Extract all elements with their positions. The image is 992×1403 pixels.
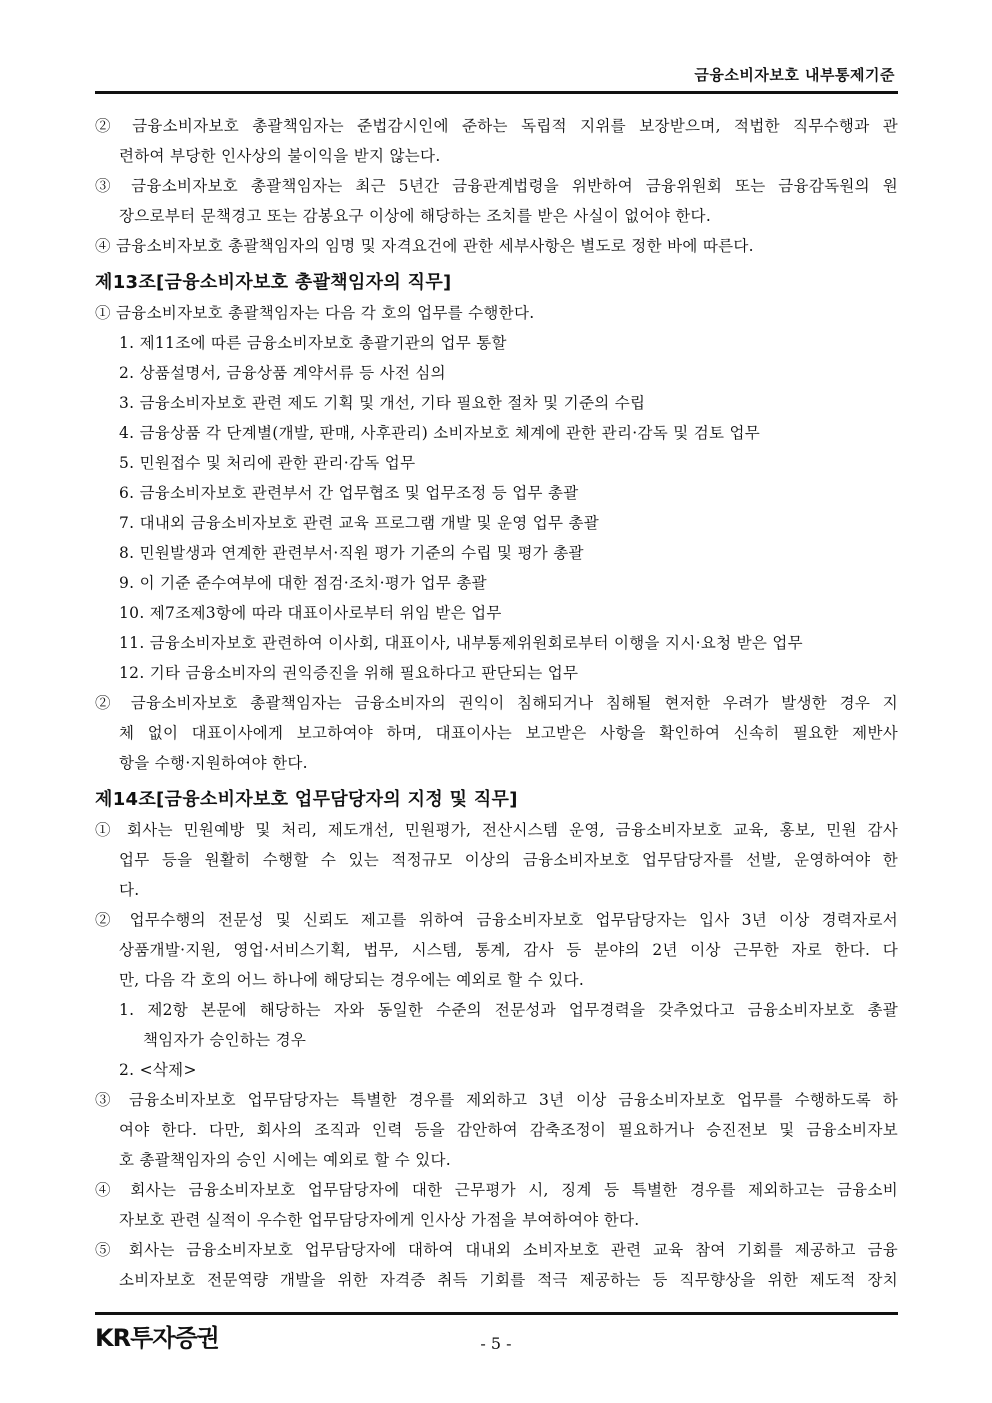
list-item: 2. 상품설명서, 금융상품 계약서류 등 사전 심의 [119, 364, 446, 382]
list-item: 4. 금융상품 각 단계별(개발, 판매, 사후관리) 소비자보호 체계에 관한 관리·감독 및 검토 업무 [119, 424, 761, 442]
paragraph-continuation: 업무 등을 원활히 수행할 수 있는 적정규모 이상의 금융소비자보호 업무담당자를 선발, 운영하여야 한 [119, 851, 898, 869]
list-item: 1. 제2항 본문에 해당하는 자와 동일한 수준의 전문성과 업무경력을 갖추었다고 금융소비자보호 총괄 [119, 1001, 898, 1019]
company-logo: KR투자증권 [95, 1324, 219, 1352]
paragraph-continuation: 다. [119, 881, 140, 899]
list-item: 2. <삭제> [119, 1061, 197, 1079]
paragraph-continuation: 호 총괄책임자의 승인 시에는 예외로 할 수 있다. [119, 1151, 452, 1169]
list-item: 6. 금융소비자보호 관련부서 간 업무협조 및 업무조정 등 업무 총괄 [119, 484, 579, 502]
paragraph-line: ① 금융소비자보호 총괄책임자는 다음 각 호의 업무를 수행한다. [95, 304, 535, 322]
paragraph-line: ② 업무수행의 전문성 및 신뢰도 제고를 위하여 금융소비자보호 업무담당자는 입사 3년 이상 경력자로서 [95, 911, 898, 929]
paragraph-continuation: 여야 한다. 다만, 회사의 조직과 인력 등을 감안하여 감축조정이 필요하거나 승진전보 및 금융소비자보 [119, 1121, 898, 1139]
paragraph-line: ① 회사는 민원예방 및 처리, 제도개선, 민원평가, 전산시스템 운영, 금융소비자보호 교육, 홍보, 민원 감사 [95, 821, 898, 839]
paragraph-line: ③ 금융소비자보호 업무담당자는 특별한 경우를 제외하고 3년 이상 금융소비자보호 업무를 수행하도록 하 [95, 1091, 898, 1109]
paragraph-continuation: 만, 다음 각 호의 어느 하나에 해당되는 경우에는 예외로 할 수 있다. [119, 971, 585, 989]
list-item: 3. 금융소비자보호 관련 제도 기획 및 개선, 기타 필요한 절차 및 기준의 수립 [119, 394, 646, 412]
list-item: 12. 기타 금융소비자의 권익증진을 위해 필요하다고 판단되는 업무 [119, 664, 579, 682]
footer-rule [95, 1312, 898, 1315]
paragraph-continuation: 상품개발·지원, 영업·서비스기획, 법무, 시스템, 통계, 감사 등 분야의 2년 이상 근무한 자로 한다. 다 [119, 941, 898, 959]
list-item-continuation: 책임자가 승인하는 경우 [143, 1031, 307, 1049]
paragraph-line: ④ 회사는 금융소비자보호 업무담당자에 대한 근무평가 시, 징계 등 특별한 경우를 제외하고는 금융소비 [95, 1181, 898, 1199]
list-item: 9. 이 기준 준수여부에 대한 점검·조치·평가 업무 총괄 [119, 574, 487, 592]
list-item: 8. 민원발생과 연계한 관련부서·직원 평가 기준의 수립 및 평가 총괄 [119, 544, 584, 562]
list-item: 5. 민원접수 및 처리에 관한 관리·감독 업무 [119, 454, 416, 472]
list-item: 1. 제11조에 따른 금융소비자보호 총괄기관의 업무 통할 [119, 334, 507, 352]
list-item: 10. 제7조제3항에 따라 대표이사로부터 위임 받은 업무 [119, 604, 502, 622]
document-header-title: 금융소비자보호 내부통제기준 [694, 66, 895, 84]
paragraph-continuation: 항을 수행·지원하여야 한다. [119, 754, 308, 772]
article-heading: 제14조[금융소비자보호 업무담당자의 지정 및 직무] [95, 789, 518, 810]
list-item: 11. 금융소비자보호 관련하여 이사회, 대표이사, 내부통제위원회로부터 이행을 지시·요청 받은 업무 [119, 634, 803, 652]
paragraph-line: ④ 금융소비자보호 총괄책임자의 임명 및 자격요건에 관한 세부사항은 별도로 정한 바에 따른다. [95, 237, 754, 255]
header-rule [95, 91, 898, 94]
list-item: 7. 대내외 금융소비자보호 관련 교육 프로그램 개발 및 운영 업무 총괄 [119, 514, 600, 532]
paragraph-continuation: 장으로부터 문책경고 또는 감봉요구 이상에 해당하는 조치를 받은 사실이 없어야 한다. [119, 207, 712, 225]
paragraph-continuation: 련하여 부당한 인사상의 불이익을 받지 않는다. [119, 147, 441, 165]
document-body [95, 111, 898, 1295]
paragraph-continuation: 체 없이 대표이사에게 보고하여야 하며, 대표이사는 보고받은 사항을 확인하여 신속히 필요한 제반사 [119, 724, 898, 742]
paragraph-continuation: 소비자보호 전문역량 개발을 위한 자격증 취득 기회를 적극 제공하는 등 직무향상을 위한 제도적 장치 [119, 1271, 898, 1289]
paragraph-line: ② 금융소비자보호 총괄책임자는 준법감시인에 준하는 독립적 지위를 보장받으며, 적법한 직무수행과 관 [95, 117, 898, 135]
article-heading: 제13조[금융소비자보호 총괄책임자의 직무] [95, 272, 452, 293]
paragraph-line: ⑤ 회사는 금융소비자보호 업무담당자에 대하여 대내외 소비자보호 관련 교육 참여 기회를 제공하고 금융 [95, 1241, 898, 1259]
paragraph-line: ② 금융소비자보호 총괄책임자는 금융소비자의 권익이 침해되거나 침해될 현저한 우려가 발생한 경우 지 [95, 694, 898, 712]
paragraph-line: ③ 금융소비자보호 총괄책임자는 최근 5년간 금융관계법령을 위반하여 금융위원회 또는 금융감독원의 원 [95, 177, 898, 195]
paragraph-continuation: 자보호 관련 실적이 우수한 업무담당자에게 인사상 가점을 부여하여야 한다. [119, 1211, 640, 1229]
page-number: - 5 - [480, 1334, 512, 1353]
